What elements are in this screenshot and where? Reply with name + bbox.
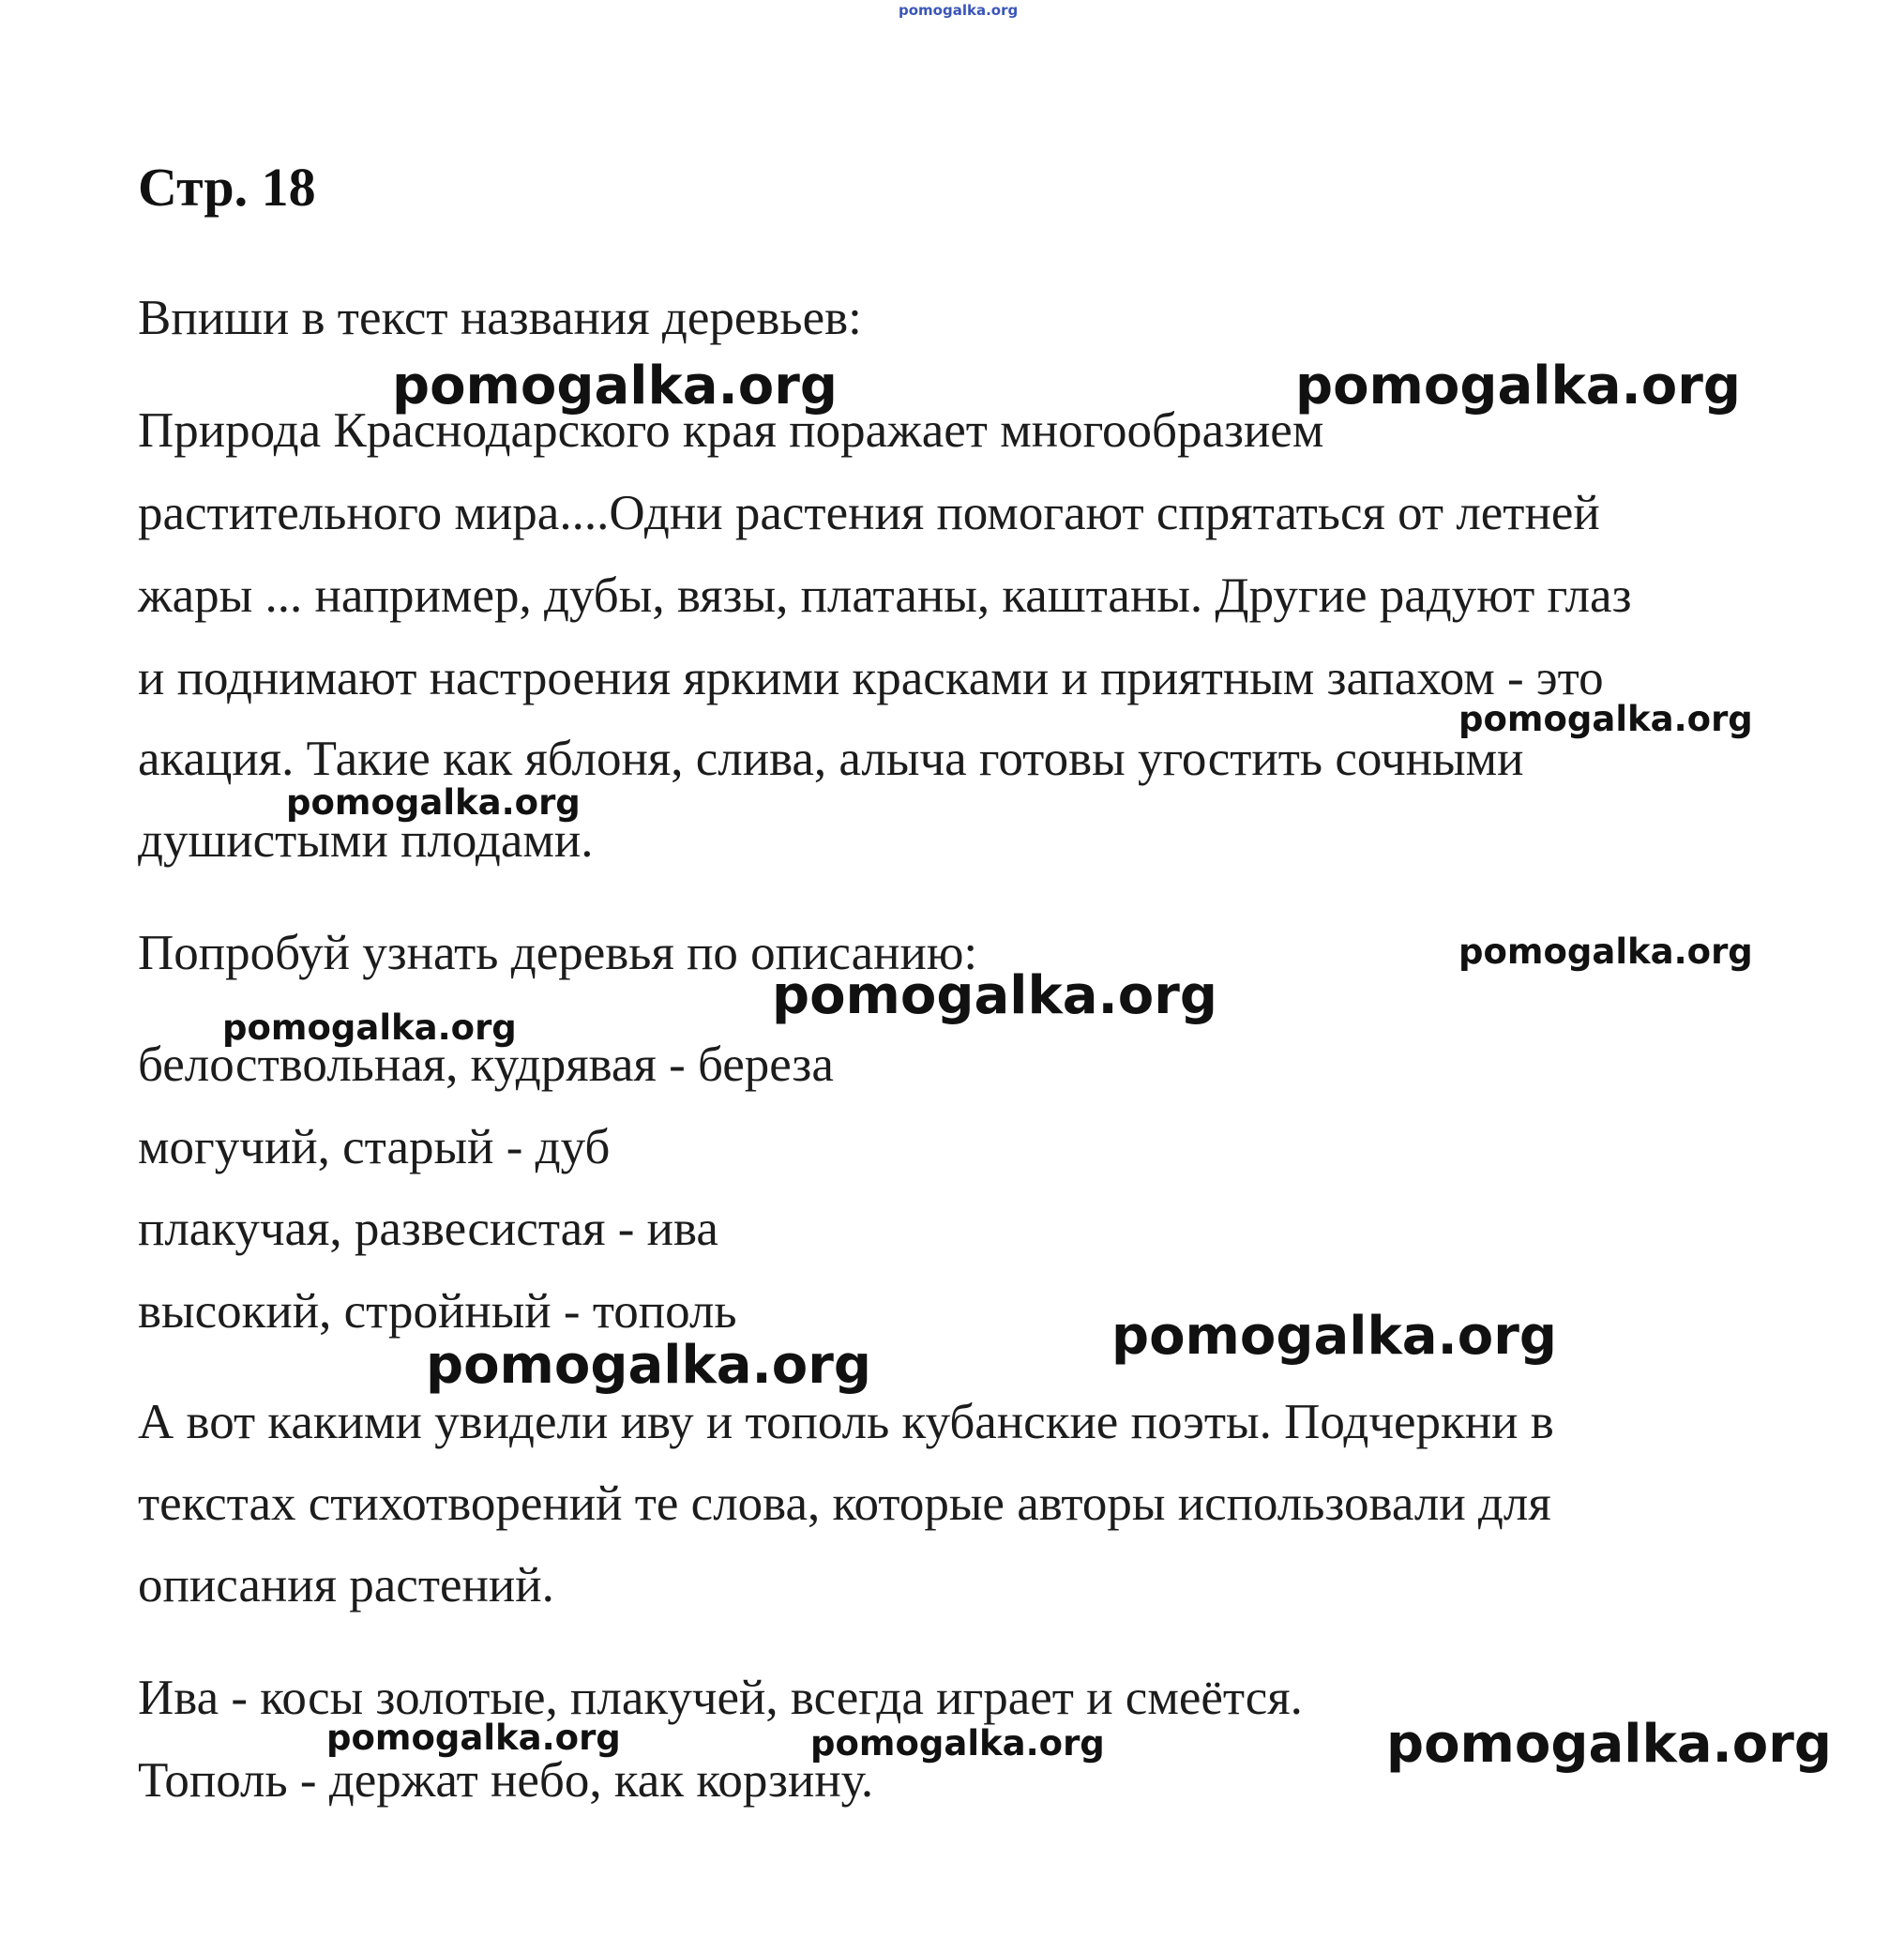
answer-poplar: Тополь - держат небо, как корзину. bbox=[138, 1753, 874, 1808]
task1-line-5: акация. Такие как яблоня, слива, алыча готовы угостить сочными bbox=[138, 732, 1524, 786]
top-watermark: pomogalka.org bbox=[899, 2, 1019, 19]
watermark: pomogalka.org bbox=[1295, 356, 1741, 416]
task1-line-6: душистыми плодами. bbox=[138, 813, 594, 868]
task2-item-4: высокий, стройный - тополь bbox=[138, 1284, 737, 1339]
task1-line-1: Природа Краснодарского края поражает многообразием bbox=[138, 403, 1324, 458]
watermark: pomogalka.org bbox=[810, 1723, 1105, 1764]
watermark: pomogalka.org bbox=[426, 1335, 871, 1396]
task2-item-1: белоствольная, кудрявая - береза bbox=[138, 1037, 834, 1092]
task1-line-3: жары ... например, дубы, вязы, платаны, каштаны. Другие радуют глаз bbox=[138, 568, 1632, 623]
watermark: pomogalka.org bbox=[392, 356, 838, 416]
watermark: pomogalka.org bbox=[222, 1007, 517, 1048]
task3-line-3: описания растений. bbox=[138, 1558, 554, 1612]
task1-prompt: Впиши в текст названия деревьев: bbox=[138, 291, 862, 345]
task3-line-2: текстах стихотворений те слова, которые авторы использовали для bbox=[138, 1476, 1551, 1531]
watermark: pomogalka.org bbox=[326, 1718, 621, 1758]
page-title: Стр. 18 bbox=[138, 157, 316, 218]
task1-line-4: и поднимают настроения яркими красками и приятным запахом - это bbox=[138, 651, 1604, 705]
task2-item-2: могучий, старый - дуб bbox=[138, 1120, 611, 1174]
task2-item-3: плакучая, развесистая - ива bbox=[138, 1202, 718, 1256]
watermark: pomogalka.org bbox=[772, 965, 1217, 1026]
watermark: pomogalka.org bbox=[1458, 931, 1753, 972]
answer-willow: Ива - косы золотые, плакучей, всегда играет и смеётся. bbox=[138, 1671, 1303, 1725]
watermark: pomogalka.org bbox=[1386, 1714, 1832, 1775]
task1-line-2: растительного мира....Одни растения помогают спрятаться от летней bbox=[138, 486, 1600, 540]
watermark: pomogalka.org bbox=[1111, 1306, 1557, 1367]
task2-prompt: Попробуй узнать деревья по описанию: bbox=[138, 926, 978, 980]
task3-line-1: А вот какими увидели иву и тополь кубанские поэты. Подчеркни в bbox=[138, 1395, 1554, 1449]
watermark: pomogalka.org bbox=[286, 782, 581, 823]
watermark: pomogalka.org bbox=[1458, 699, 1753, 739]
